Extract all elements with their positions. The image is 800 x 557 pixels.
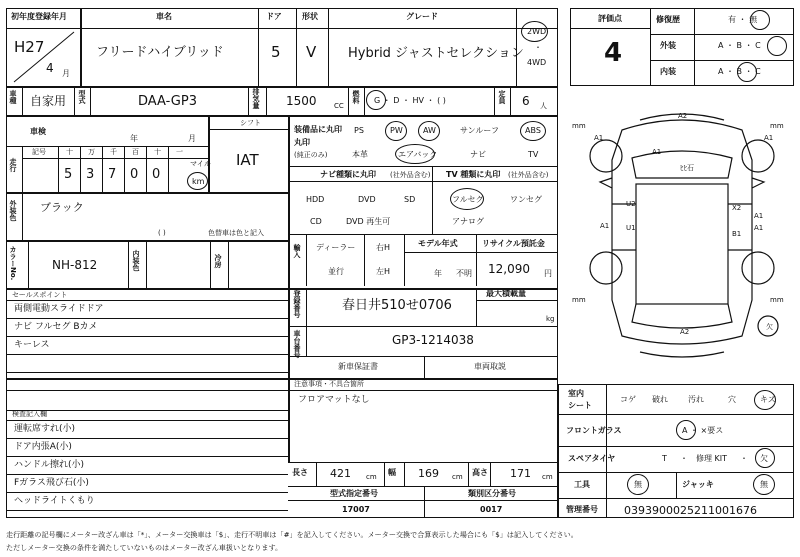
length-value: 421 bbox=[330, 467, 351, 480]
spare-label: スペアタイヤ bbox=[568, 454, 616, 463]
recycle-label: リサイクル預託金 bbox=[482, 239, 545, 248]
width-value: 169 bbox=[418, 467, 439, 480]
km-circle bbox=[187, 172, 208, 190]
reg-year: H27 bbox=[14, 38, 45, 56]
mileage-label: 走行 bbox=[9, 158, 17, 172]
height-value: 171 bbox=[510, 467, 531, 480]
first-reg-label: 初年度登録年月 bbox=[11, 12, 67, 21]
height-unit: cm bbox=[542, 473, 553, 481]
displacement-label: 排気量 bbox=[252, 88, 260, 109]
spare-item: T bbox=[662, 454, 667, 463]
warranty-label: 新車保証書 bbox=[338, 362, 378, 371]
shaken-label: 車検 bbox=[30, 127, 46, 136]
left-h-label: 左H bbox=[376, 267, 391, 276]
equipment-label-2: 丸印 bbox=[294, 138, 310, 147]
seat-kizu-circle bbox=[754, 390, 776, 410]
inspector-item: ヘッドライトくもり bbox=[14, 496, 95, 506]
displacement-value: 1500 bbox=[286, 94, 317, 108]
spare-item: ・ bbox=[680, 454, 688, 463]
interior-label: 内装 bbox=[660, 67, 676, 76]
width-unit: cm bbox=[452, 473, 463, 481]
spare-ketsu-circle bbox=[755, 448, 775, 468]
drive-dot: ・ bbox=[534, 43, 542, 52]
type-no-label: 型式指定番号 bbox=[330, 489, 378, 498]
tools-none-circle bbox=[627, 474, 649, 495]
recycle-yen: 円 bbox=[544, 269, 552, 278]
jack-none-circle bbox=[753, 474, 775, 495]
equipment-item: サンルーフ bbox=[460, 126, 499, 135]
notes-text: フロアマットなし bbox=[298, 395, 370, 405]
mileage-digit: 3 bbox=[86, 167, 95, 182]
exterior-label: 外装 bbox=[660, 41, 676, 50]
ac-label: 冷房 bbox=[214, 254, 222, 268]
diagram-label: A1 bbox=[600, 222, 610, 230]
score-value: 4 bbox=[604, 38, 623, 68]
mileage-digit: 0 bbox=[130, 167, 139, 182]
spare-item: 欠 bbox=[760, 454, 768, 463]
tv-item: フルセグ bbox=[452, 195, 484, 204]
chassis-value: GP3-1214038 bbox=[392, 333, 474, 347]
mileage-col-header: 一 bbox=[176, 148, 183, 156]
grade-value: Hybrid ジャストセレクション bbox=[348, 46, 524, 61]
seat-label: 室内 bbox=[568, 389, 584, 398]
tv-item: アナログ bbox=[452, 217, 484, 226]
exterior-c-circle bbox=[767, 36, 787, 56]
diagram-label: 欠 bbox=[766, 323, 773, 331]
type-no-value: 17007 bbox=[342, 505, 370, 514]
inspector-item: ドア内張A(小) bbox=[14, 442, 72, 452]
inspector-label: 検査記入欄 bbox=[12, 410, 47, 418]
drive-4wd: 4WD bbox=[527, 58, 547, 67]
manual-label: 車両取説 bbox=[474, 362, 506, 371]
color-note: 色替車は色と記入 bbox=[208, 229, 264, 237]
diagram-label: A1 bbox=[764, 134, 774, 142]
height-label: 高さ bbox=[472, 468, 488, 477]
import-label: 輸入 bbox=[293, 244, 301, 258]
inspector-item: 運転席すれ(小) bbox=[14, 424, 76, 434]
repair-label: 修復歴 bbox=[656, 15, 680, 24]
pw-circle bbox=[385, 121, 407, 141]
color-paren: ( ) bbox=[158, 229, 166, 237]
sales-point-item: キーレス bbox=[14, 340, 50, 350]
capacity-unit: 人 bbox=[540, 102, 547, 110]
capacity-value: 6 bbox=[522, 94, 530, 108]
tools-label: 工具 bbox=[574, 480, 590, 489]
chassis-label: 車台番号 bbox=[293, 330, 301, 358]
interior-options: A ・ B ・ C bbox=[718, 67, 761, 76]
equipment-sub: (純正のみ) bbox=[294, 151, 328, 159]
recycle-value: 12,090 bbox=[488, 262, 530, 276]
parallel-label: 並行 bbox=[328, 267, 344, 276]
mileage-digit: 7 bbox=[108, 167, 117, 182]
diagram-label: U2 bbox=[626, 200, 636, 208]
model-year-label: モデル年式 bbox=[418, 239, 458, 248]
mileage-col-header: 百 bbox=[132, 148, 139, 156]
fuel-g-circle bbox=[366, 90, 386, 110]
glass-a-circle bbox=[676, 420, 696, 440]
shaken-month-unit: 月 bbox=[188, 134, 196, 143]
seat-item: 汚れ bbox=[688, 395, 704, 404]
reg-value: 春日井510せ0706 bbox=[342, 298, 452, 313]
navi-item: DVD bbox=[358, 195, 376, 204]
door-count: 5 bbox=[271, 43, 281, 61]
diagram-label: A1 bbox=[594, 134, 604, 142]
tire-mark: mm bbox=[572, 122, 586, 130]
inspector-item: Fガラス飛び石(小) bbox=[14, 478, 89, 488]
interior-color-label: 内装色 bbox=[132, 250, 140, 271]
class-no-label: 類別区分番号 bbox=[468, 489, 516, 498]
tv-sub: (社外品含む) bbox=[508, 171, 549, 179]
diagram-label: A2 bbox=[680, 328, 690, 336]
right-h-label: 右H bbox=[376, 243, 391, 252]
km-label: km bbox=[192, 177, 205, 186]
tire-mark: mm bbox=[572, 296, 586, 304]
mileage-col-header: 千 bbox=[110, 148, 117, 156]
kg-unit: kg bbox=[546, 315, 555, 323]
color-no-value: NH-812 bbox=[52, 258, 98, 272]
tools-value: 無 bbox=[634, 480, 642, 489]
equipment-item: エアバック bbox=[398, 150, 438, 159]
score-label: 評価点 bbox=[598, 14, 622, 23]
grade-label: グレード bbox=[406, 12, 438, 21]
model-label: 型式 bbox=[78, 90, 86, 104]
equipment-item: PS bbox=[354, 126, 364, 135]
mileage-col-header: 万 bbox=[88, 148, 95, 156]
model-year-unit: 年 bbox=[434, 269, 442, 278]
diagram-label: U1 bbox=[626, 224, 636, 232]
tv-item: ワンセグ bbox=[510, 195, 542, 204]
interior-b-circle bbox=[737, 62, 757, 82]
jack-label: ジャッキ bbox=[682, 480, 714, 489]
diagram-label: B1 bbox=[732, 230, 742, 238]
cc-unit: CC bbox=[334, 102, 344, 110]
navi-sub: (社外品含む) bbox=[390, 171, 431, 179]
navi-item: DVD 再生可 bbox=[346, 217, 391, 226]
reg-label: 登録番号 bbox=[293, 290, 301, 318]
dealer-label: ディーラー bbox=[316, 243, 356, 252]
abs-circle bbox=[520, 121, 546, 141]
diagram-label: A1 bbox=[652, 148, 662, 156]
mileage-col-header: 記号 bbox=[32, 148, 46, 156]
seat-item: 穴 bbox=[728, 395, 736, 404]
class-no-value: 0017 bbox=[480, 505, 503, 514]
color-value: ブラック bbox=[40, 201, 84, 214]
seat-item: 破れ bbox=[652, 395, 668, 404]
category-label: 車種 bbox=[9, 90, 17, 104]
navi-item: HDD bbox=[306, 195, 325, 204]
equipment-item: TV bbox=[528, 150, 539, 159]
category-value: 自家用 bbox=[30, 94, 67, 108]
shift-value: IAT bbox=[236, 151, 259, 169]
spare-item: ・ bbox=[740, 454, 748, 463]
notes-label: 注意事項・不具合箇所 bbox=[294, 380, 364, 388]
seat-item: キズ bbox=[760, 395, 776, 404]
navi-item: CD bbox=[310, 217, 322, 226]
exterior-options: A ・ B ・ C bbox=[718, 41, 761, 50]
seat-label-2: シート bbox=[568, 401, 592, 410]
mileage-col-header: 十 bbox=[66, 148, 73, 156]
fullseg-circle bbox=[450, 188, 484, 210]
tire-mark: mm bbox=[770, 122, 784, 130]
diagram-label: X2 bbox=[732, 204, 742, 212]
airbag-circle bbox=[395, 144, 438, 164]
navi-item: SD bbox=[404, 195, 416, 204]
spare-item: 修理 KIT bbox=[696, 454, 728, 463]
diagram-label: ﾋﾋ石 bbox=[680, 164, 694, 172]
shape-label: 形状 bbox=[302, 12, 318, 21]
equipment-item: 本革 bbox=[352, 150, 368, 159]
color-label: 外装色 bbox=[9, 200, 17, 221]
sales-point-item: ナビ フルセグ Bカメ bbox=[14, 322, 98, 332]
reg-month-unit: 月 bbox=[62, 69, 70, 78]
equipment-item: ABS bbox=[525, 126, 541, 135]
mileage-digit: 0 bbox=[152, 167, 161, 182]
inspector-item: ハンドル擦れ(小) bbox=[14, 460, 85, 470]
navi-label: ナビ種類に丸印 bbox=[320, 170, 376, 179]
diagram-label: A2 bbox=[678, 112, 688, 120]
equipment-item: ナビ bbox=[470, 150, 486, 159]
tv-label: TV 種類に丸印 bbox=[446, 170, 501, 179]
equipment-item: AW bbox=[423, 126, 436, 135]
max-load-label: 最大積載量 bbox=[486, 289, 526, 298]
mgmt-value: 0393900025211001676 bbox=[624, 504, 757, 517]
fuel-label: 燃料 bbox=[352, 90, 360, 104]
diagram-label: A1 bbox=[754, 224, 764, 232]
fuel-options: G ・ D ・ HV ・ ( ) bbox=[374, 96, 446, 105]
mileage-digit: 5 bbox=[64, 167, 73, 182]
name-label: 車名 bbox=[156, 12, 172, 21]
drive-2wd: 2WD bbox=[527, 27, 547, 36]
length-unit: cm bbox=[366, 473, 377, 481]
sales-point-label: セールスポイント bbox=[12, 291, 68, 299]
model-year-unknown: 不明 bbox=[456, 269, 472, 278]
width-label: 幅 bbox=[388, 468, 396, 477]
door-label: ドア bbox=[266, 12, 282, 21]
aw-circle bbox=[418, 121, 440, 141]
footer-line1: 走行距離の記号欄にメーター改ざん車は「*」、メーター交換車は「$」、走行不明車は「#」を記入してください。メーター交換で合算表示した場合にも「$」は記入してください。 bbox=[6, 530, 578, 539]
capacity-label: 定員 bbox=[498, 90, 506, 104]
body-shape: V bbox=[306, 43, 317, 61]
car-name: フリードハイブリッド bbox=[96, 45, 224, 60]
car-diagram bbox=[570, 100, 794, 372]
drive-2wd-circle bbox=[521, 21, 548, 42]
repair-options: 有 ・ 無 bbox=[728, 15, 758, 24]
seat-item: コゲ bbox=[620, 395, 636, 404]
shift-label: シフト bbox=[240, 119, 261, 127]
shaken-year-unit: 年 bbox=[130, 134, 138, 143]
glass-label: フロントガラス bbox=[566, 426, 622, 435]
tire-mark: mm bbox=[770, 296, 784, 304]
mileage-col-header: 十 bbox=[154, 148, 161, 156]
mile-label: マイル bbox=[190, 160, 211, 168]
equipment-item: PW bbox=[390, 126, 403, 135]
model-value: DAA-GP3 bbox=[138, 94, 197, 109]
color-no-label: カラーNo. bbox=[9, 246, 17, 281]
diagram-label: A1 bbox=[754, 212, 764, 220]
jack-value: 無 bbox=[760, 480, 768, 489]
length-label: 長さ bbox=[292, 468, 308, 477]
repair-none-circle bbox=[750, 10, 770, 30]
equipment-label: 装備品に丸印 bbox=[294, 125, 342, 134]
footer-line2: ただしメーター交換の条件を満たしていないものはメーター改ざん車扱いとなります。 bbox=[6, 543, 283, 552]
sales-point-item: 両側電動スライドドア bbox=[14, 304, 104, 314]
glass-items: A ・ ×要ス bbox=[682, 426, 724, 435]
mgmt-label: 管理番号 bbox=[566, 505, 598, 514]
reg-month: 4 bbox=[46, 61, 54, 75]
